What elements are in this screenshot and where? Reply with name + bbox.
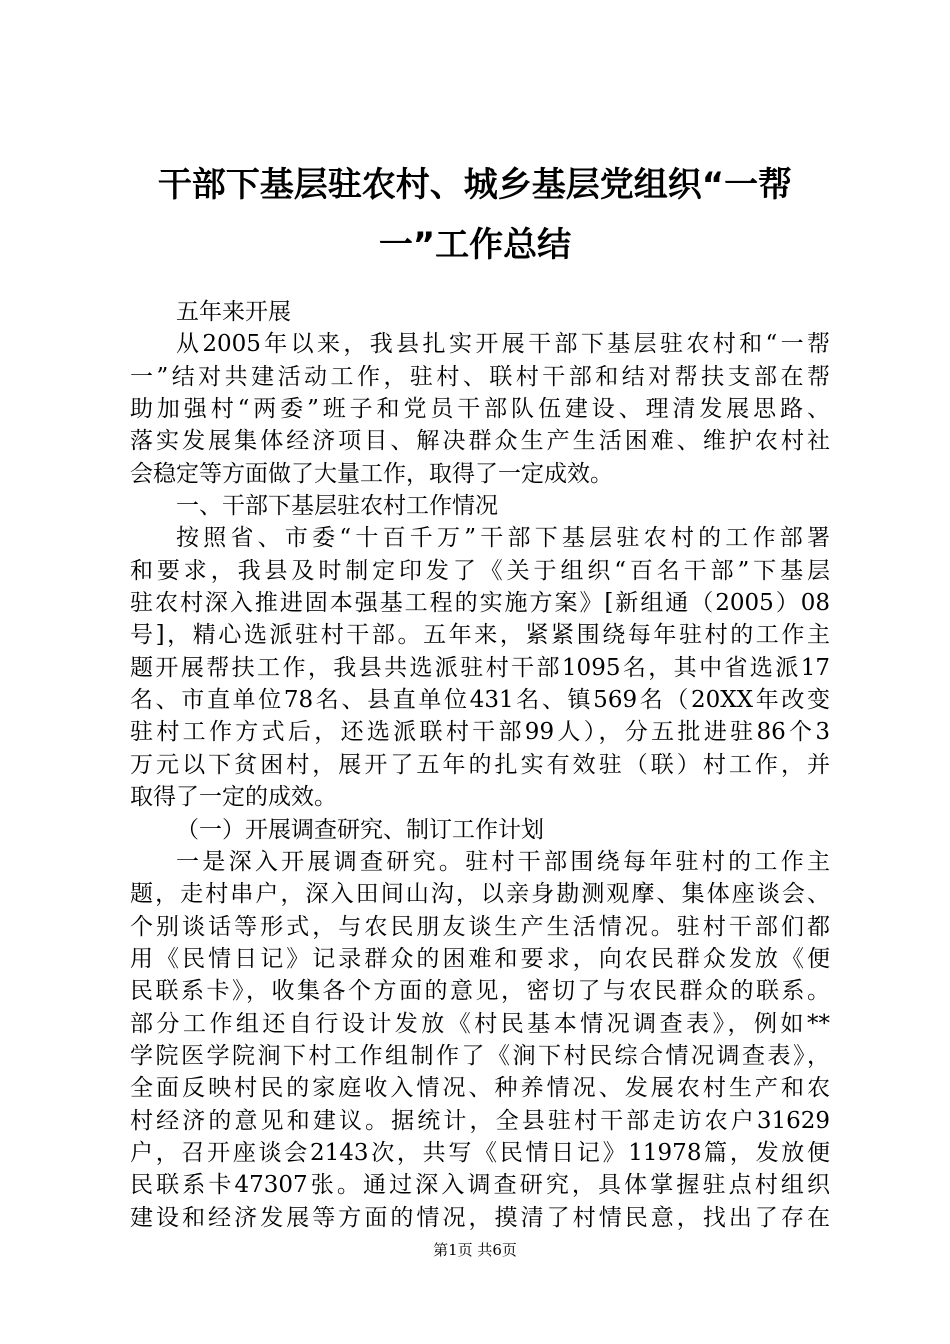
- paragraph-line: 取得了一定的成效。: [130, 784, 337, 811]
- paragraph-line: 一是深入开展调查研究。驻村干部围绕每年驻村的工作主: [176, 848, 830, 875]
- paragraph-line: 按照省、市委“十百千万”干部下基层驻农村的工作部署: [176, 525, 830, 552]
- paragraph-line: 题，走村串户，深入田间山沟，以亲身勘测观摩、集体座谈会、: [130, 881, 830, 908]
- paragraph-line: 驻村工作方式后，还选派联村干部99人），分五批进驻86个3: [130, 719, 830, 746]
- paragraph-line: 建设和经济发展等方面的情况，摸清了村情民意，找出了存在: [130, 1204, 830, 1231]
- document-title-line-2: 一”工作总结: [378, 225, 572, 265]
- paragraph-line: 用《民情日记》记录群众的困难和要求，向农民群众发放《便: [130, 945, 830, 972]
- paragraph-line: 民联系卡》，收集各个方面的意见，密切了与农民群众的联系。: [130, 978, 830, 1005]
- section-heading: 五年来开展: [176, 299, 291, 325]
- paragraph-line: 会稳定等方面做了大量工作，取得了一定成效。: [130, 460, 613, 487]
- paragraph-line: 村经济的意见和建议。据统计，全县驻村干部走访农户31629: [130, 1107, 830, 1134]
- paragraph-line: 全面反映村民的家庭收入情况、种养情况、发展农村生产和农: [130, 1075, 830, 1102]
- paragraph-line: 户，召开座谈会2143次，共写《民情日记》11978篇，发放便: [130, 1139, 830, 1166]
- paragraph-line: 号]，精心选派驻村干部。五年来，紧紧围绕每年驻村的工作主: [130, 622, 830, 649]
- paragraph-line: 一”结对共建活动工作，驻村、联村干部和结对帮扶支部在帮: [130, 363, 830, 390]
- document-body: [130, 296, 830, 1234]
- paragraph-line: 学院医学院涧下村工作组制作了《涧下村民综合情况调查表》，: [130, 1042, 830, 1069]
- paragraph-line: 名、市直单位78名、县直单位431名、镇569名（20XX年改变: [130, 687, 830, 714]
- paragraph-line: 万元以下贫困村，展开了五年的扎实有效驻（联）村工作，并: [130, 751, 830, 778]
- paragraph-line: 部分工作组还自行设计发放《村民基本情况调查表》，例如**: [130, 1010, 830, 1037]
- paragraph-line: 民联系卡47307张。通过深入调查研究，具体掌握驻点村组织: [130, 1172, 830, 1199]
- section-heading: 一、干部下基层驻农村工作情况: [176, 493, 498, 520]
- paragraph-line: 个别谈话等形式，与农民朋友谈生产生活情况。驻村干部们都: [130, 913, 830, 940]
- subsection-heading: （一）开展调查研究、制订工作计划: [176, 816, 544, 843]
- paragraph-line: 驻农村深入推进固本强基工程的实施方案》[新组通（2005）08: [130, 590, 830, 617]
- page-number-footer: 第1页 共6页: [433, 1241, 517, 1259]
- paragraph-line: 和要求，我县及时制定印发了《关于组织“百名干部”下基层: [130, 557, 830, 584]
- document-title-line-1: 干部下基层驻农村、城乡基层党组织“一帮: [157, 165, 793, 205]
- paragraph-line: 从2005年以来，我县扎实开展干部下基层驻农村和“一帮: [176, 331, 830, 358]
- paragraph-line: 落实发展集体经济项目、解决群众生产生活困难、维护农村社: [130, 428, 830, 455]
- paragraph-line: 助加强村“两委”班子和党员干部队伍建设、理清发展思路、: [130, 396, 830, 423]
- paragraph-line: 题开展帮扶工作，我县共选派驻村干部1095名，其中省选派17: [130, 654, 830, 681]
